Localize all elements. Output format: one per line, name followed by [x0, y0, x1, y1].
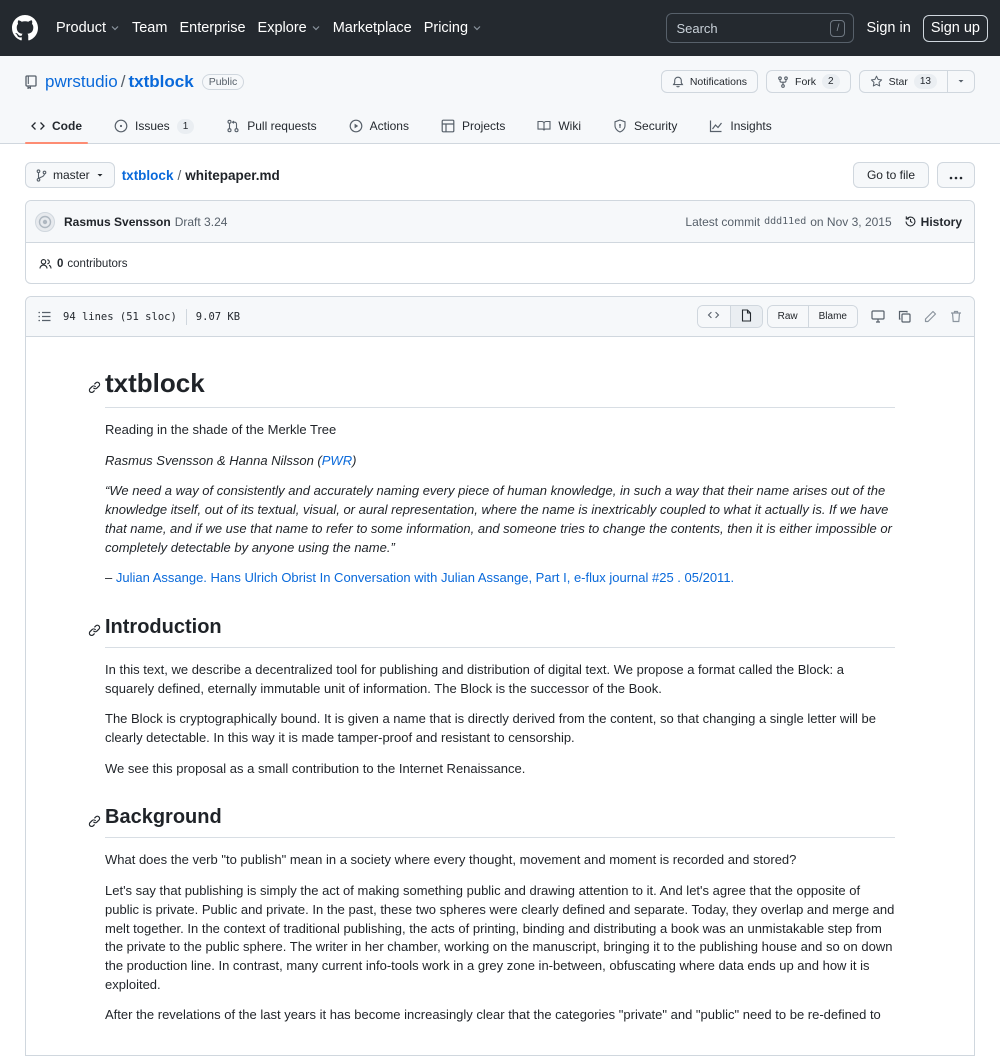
tab-actions[interactable]: Actions	[343, 109, 415, 143]
caret-down-icon	[96, 171, 104, 179]
blame-button[interactable]: Blame	[808, 306, 857, 327]
link-anchor-icon[interactable]	[88, 380, 101, 393]
intro-paragraph-2: The Block is cryptographically bound. It is given a name that is directly derived from the content, so that changing a single letter will be clearly detectable. In this way it is made tamper-proof and resistant to censorship.	[105, 711, 877, 746]
latest-commit-box	[25, 200, 975, 284]
view-mode-toggle	[697, 305, 763, 328]
tab-issues[interactable]: Issues 1	[108, 109, 200, 143]
history-icon	[904, 215, 917, 228]
breadcrumb-repo-link[interactable]: txtblock	[121, 167, 174, 183]
star-dropdown-button[interactable]	[948, 70, 975, 93]
star-count: 13	[914, 74, 937, 89]
link-anchor-icon[interactable]	[88, 624, 101, 637]
markdown-body	[26, 337, 974, 1025]
file-toolbar	[697, 305, 962, 328]
rendered-view-button[interactable]	[730, 306, 762, 327]
search-input[interactable]	[666, 13, 854, 43]
repo-name-link[interactable]: txtblock	[128, 72, 194, 91]
star-icon	[870, 75, 883, 88]
branch-select-button[interactable]	[25, 162, 115, 188]
play-icon	[349, 119, 363, 133]
tab-projects[interactable]: Projects	[435, 109, 511, 143]
chevron-down-icon	[110, 23, 120, 33]
intro-paragraph-1: In this text, we describe a decentralized tool for publishing and distribution of digital text. We propose a format called the Block: a squarely defined, eternally immutable unit of information. The Block is the successor of the Book.	[105, 661, 845, 696]
go-to-file-button[interactable]: Go to file	[853, 162, 929, 188]
star-button[interactable]: Star 13	[859, 70, 948, 93]
copy-icon[interactable]	[898, 310, 911, 323]
repo-title-separator: /	[120, 72, 126, 91]
contributors-count: 0	[57, 257, 64, 270]
repo-actions	[661, 70, 975, 93]
nav-pricing[interactable]: Pricing	[424, 20, 482, 36]
star-button-group	[859, 70, 975, 93]
breadcrumb-separator: /	[177, 167, 182, 183]
file-breadcrumb-bar	[25, 162, 975, 188]
commit-sha-link[interactable]: ddd11ed	[764, 216, 807, 227]
tab-pull-requests[interactable]: Pull requests	[220, 109, 322, 143]
file-icon	[741, 309, 752, 325]
notifications-button[interactable]: Notifications	[661, 70, 758, 93]
fork-count: 2	[822, 74, 840, 89]
heading-background: Background	[105, 806, 895, 838]
nav-team[interactable]: Team	[131, 20, 168, 36]
avatar[interactable]	[35, 212, 55, 232]
quote-paragraph: “We need a way of consistently and accurately naming every piece of human knowledge, in such a way that their name arises out of the knowledge itself, out of its textual, visual, or aural representation, where the name is inextricably coupled to what it actually is. If we have that name, and if we use that name to refer to some information, and someone tries to change the contents, then it is either impossible or completely detectable by anyone using the name.”	[105, 483, 892, 555]
bell-icon	[672, 76, 684, 88]
citation-link[interactable]: Julian Assange. Hans Ulrich Obrist In Conversation with Julian Assange, Part I, e-flux journal #25 . 05/2011.	[115, 570, 735, 586]
caret-down-icon	[957, 76, 965, 88]
authors-paragraph: Rasmus Svensson & Hanna Nilsson (PWR)	[105, 452, 357, 468]
file-size: 9.07 KB	[195, 310, 241, 323]
intro-paragraph-3: We see this proposal as a small contribution to the Internet Renaissance.	[105, 760, 526, 776]
chevron-down-icon	[472, 23, 482, 33]
graph-icon	[709, 119, 723, 133]
github-logo-icon[interactable]	[12, 15, 38, 41]
heading-introduction: Introduction	[105, 616, 895, 648]
breadcrumb-file-name: whitepaper.md	[185, 167, 280, 183]
fork-icon	[777, 76, 789, 88]
search-shortcut-key: /	[830, 20, 845, 37]
repo-owner-link[interactable]: pwrstudio	[45, 72, 118, 91]
raw-blame-group	[767, 305, 858, 328]
history-link[interactable]: History	[904, 215, 962, 229]
nav-product[interactable]: Product	[56, 20, 120, 36]
pull-request-icon	[226, 119, 240, 133]
contributors-row[interactable]	[26, 243, 974, 284]
more-options-button[interactable]	[937, 162, 975, 188]
list-unordered-icon[interactable]	[38, 311, 51, 322]
repo-header	[0, 56, 1000, 144]
background-paragraph-2: Let's say that publishing is simply the act of making something public and drawing attention to it. And let's agree that the opposite of public is private. Public and private. In the past, these two spheres were clearly defined and separate. Today, they overlap and merge and melt together. In the context of traditional publishing, the acts of printing, binding and distributing a book was an unmistakable step from the private to the public sphere. The writer in her chamber, working on the manuscript, bringing it to the publishing house and so on down the production line. In contrast, many current info-tools work in a grey zone in-between, obfuscating where data ends up and how it is exploited.	[105, 883, 895, 992]
file-line-count: 94 lines (51 sloc)	[63, 310, 177, 323]
branch-name: master	[53, 168, 90, 182]
commit-summary	[26, 201, 974, 243]
tab-security[interactable]: Security	[607, 109, 683, 143]
background-paragraph-3: After the revelations of the last years it has become increasingly clear that the categories "private" and "public" need to be re-defined to	[105, 1007, 881, 1023]
desktop-icon[interactable]	[871, 310, 885, 323]
commit-message-link[interactable]: Draft 3.24	[174, 214, 228, 229]
repo-title	[25, 70, 244, 94]
latest-commit-label: Latest commit	[685, 214, 761, 229]
commit-date: on Nov 3, 2015	[810, 214, 892, 229]
markdown-title: txtblock	[105, 368, 895, 408]
global-nav	[56, 20, 494, 36]
code-icon	[31, 120, 45, 132]
source-view-button[interactable]	[698, 306, 730, 327]
file-viewer	[25, 296, 975, 1056]
background-paragraph-1: What does the verb "to publish" mean in a society where every thought, movement and moment is recorded and stored?	[105, 852, 797, 868]
fork-button[interactable]: Fork 2	[766, 70, 851, 93]
search-placeholder: Search	[676, 20, 718, 36]
tab-code[interactable]: Code	[25, 109, 88, 143]
shield-icon	[613, 119, 627, 133]
code-icon	[707, 310, 720, 323]
commit-meta	[685, 215, 962, 229]
subtitle-paragraph: Reading in the shade of the Merkle Tree	[105, 422, 337, 437]
file-header	[26, 297, 974, 337]
visibility-badge: Public	[202, 74, 245, 90]
pencil-icon[interactable]	[924, 310, 937, 323]
pwr-link[interactable]: PWR	[321, 452, 353, 468]
breadcrumb	[122, 168, 280, 183]
table-icon	[441, 119, 455, 133]
global-header	[0, 0, 1000, 56]
tab-insights[interactable]: Insights	[703, 109, 777, 143]
raw-button[interactable]: Raw	[768, 306, 808, 327]
trash-icon[interactable]	[950, 310, 962, 323]
commit-author-link[interactable]: Rasmus Svensson	[64, 214, 171, 229]
contributors-label: contributors	[67, 257, 128, 270]
nav-enterprise[interactable]: Enterprise	[179, 20, 246, 36]
issues-count: 1	[177, 119, 195, 134]
repo-tabs	[25, 109, 798, 143]
citation-paragraph: – Julian Assange. Hans Ulrich Obrist In Conversation with Julian Assange, Part I, e-flux journal #25 . 05/2011.	[105, 570, 735, 586]
branch-icon	[36, 169, 47, 182]
kebab-horizontal-icon	[949, 167, 963, 183]
sign-up-button[interactable]: Sign up	[923, 15, 988, 42]
nav-explore[interactable]: Explore	[258, 20, 321, 36]
link-anchor-icon[interactable]	[88, 815, 101, 828]
issue-icon	[114, 119, 128, 133]
people-icon	[39, 258, 52, 270]
repo-icon	[25, 75, 37, 89]
nav-marketplace[interactable]: Marketplace	[332, 20, 412, 36]
tab-wiki[interactable]: Wiki	[531, 109, 587, 143]
chevron-down-icon	[311, 23, 321, 33]
sign-in-link[interactable]: Sign in	[866, 20, 911, 36]
book-icon	[537, 119, 551, 133]
